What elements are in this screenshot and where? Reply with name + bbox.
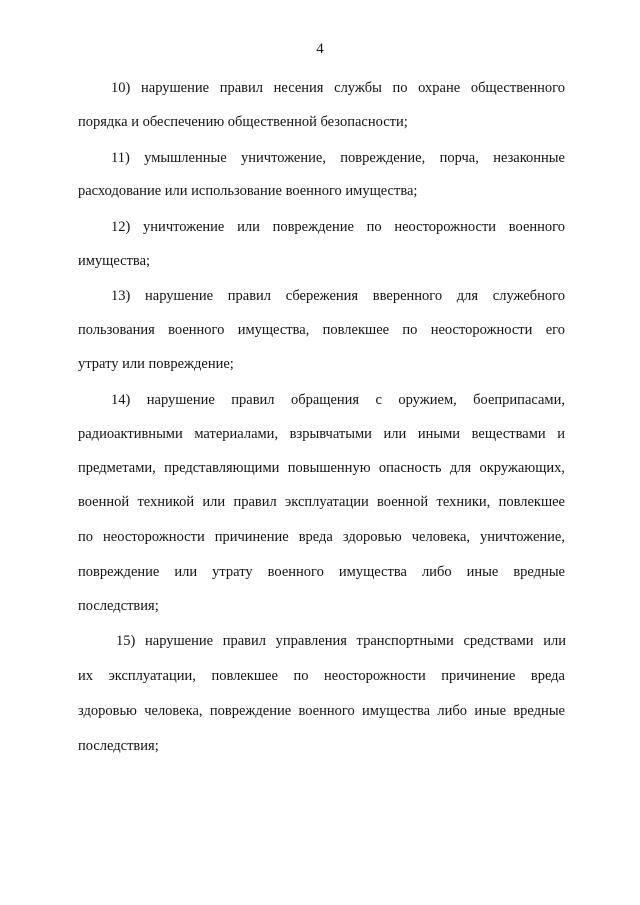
paragraph-line: радиоактивными материалами, взрывчатыми или иными веществами и xyxy=(78,426,565,442)
paragraph-line: 12) уничтожение или повреждение по неосторожности военного xyxy=(111,219,565,235)
paragraph-line: по неосторожности причинение вреда здоровью человека, уничтожение, xyxy=(78,529,565,545)
paragraph-line: последствия; xyxy=(78,598,159,614)
paragraph-line: 11) умышленные уничтожение, повреждение, порча, незаконные xyxy=(111,150,565,166)
paragraph-line: военной техникой или правил эксплуатации военной техники, повлекшее xyxy=(78,494,565,510)
paragraph-line: пользования военного имущества, повлекшее по неосторожности его xyxy=(78,322,565,338)
paragraph-line: повреждение или утрату военного имущества либо иные вредные xyxy=(78,564,565,580)
paragraph-line: их эксплуатации, повлекшее по неосторожности причинение вреда xyxy=(78,668,565,684)
paragraph-line: имущества; xyxy=(78,253,151,269)
page-number: 4 xyxy=(316,41,324,57)
paragraph-line: 13) нарушение правил сбережения вверенного для служебного xyxy=(111,288,565,304)
paragraph-line: здоровью человека, повреждение военного имущества либо иные вредные xyxy=(78,703,565,719)
paragraph-line: 15) нарушение правил управления транспортными средствами или xyxy=(116,633,566,649)
paragraph-line: 14) нарушение правил обращения с оружием, боеприпасами, xyxy=(111,392,565,408)
paragraph-line: расходование или использование военного имущества; xyxy=(78,183,418,199)
paragraph-line: утрату или повреждение; xyxy=(78,356,234,372)
paragraph-line: предметами, представляющими повышенную опасность для окружающих, xyxy=(78,460,565,476)
paragraph-line: последствия; xyxy=(78,738,159,754)
paragraph-line: порядка и обеспечению общественной безопасности; xyxy=(78,114,408,130)
paragraph-line: 10) нарушение правил несения службы по охране общественного xyxy=(111,80,565,96)
